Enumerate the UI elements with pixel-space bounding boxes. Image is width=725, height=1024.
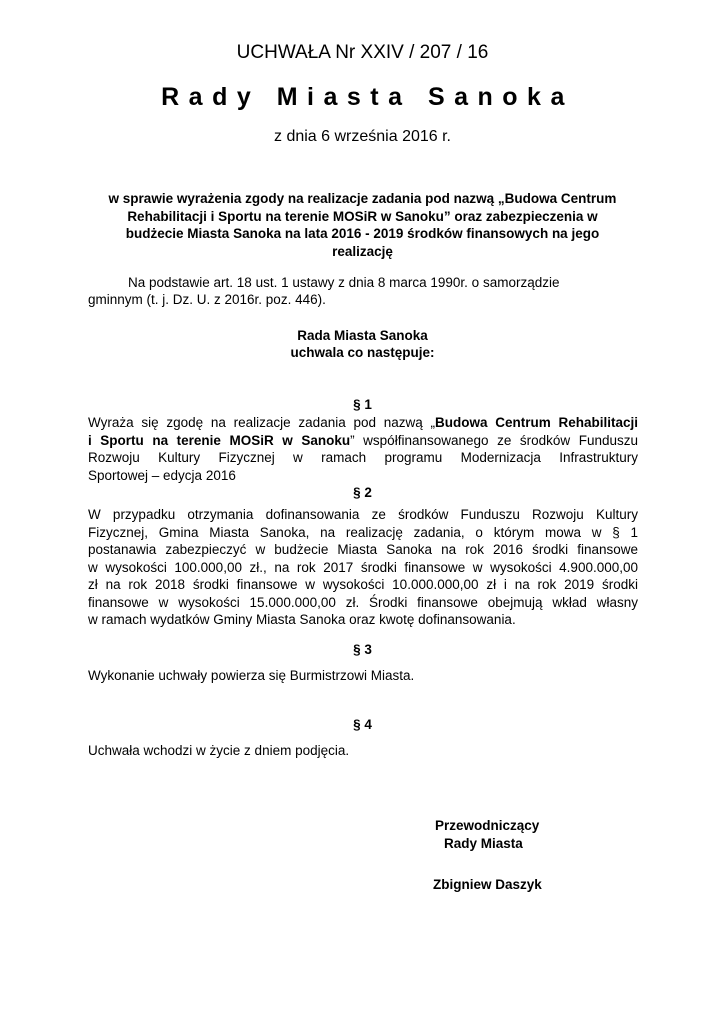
section-2-line: Fizycznej, Gmina Miasta Sanoka, na realizację zadania, o którym mowa w § 1 <box>88 524 638 540</box>
section-4-line: Uchwała wchodzi w życie z dniem podjęcia. <box>88 743 350 758</box>
section-1-text-part: Wyraża się zgodę na realizacje zadania pod nazwą „ <box>88 415 435 430</box>
section-1-text-part: ” współfinansowanego ze środków Funduszu <box>350 432 638 448</box>
resolution-number: UCHWAŁA Nr XXIV / 207 / 16 <box>236 42 489 63</box>
council-title: Rady Miasta Sanoka <box>161 83 574 111</box>
section-4-heading: § 4 <box>353 717 372 732</box>
section-2-line: zł na rok 2018 środki finansowe w wysokości 10.000.000,00 zł i na rok 2019 środki <box>88 577 638 592</box>
section-1-line <box>88 414 638 432</box>
council-resolves <box>0 327 725 361</box>
council-name: Rada Miasta Sanoka <box>297 328 428 343</box>
subject-line: budżecie Miasta Sanoka na lata 2016 - 2019 środków finansowych na jego <box>125 226 600 241</box>
subject-line: realizację <box>332 243 393 259</box>
section-2-heading: § 2 <box>353 485 372 500</box>
task-name-part: i Sportu na terenie MOSiR w Sanoku <box>88 432 351 448</box>
section-2-text <box>88 506 638 629</box>
legal-basis-line: gminnym (t. j. Dz. U. z 2016r. poz. 446). <box>88 292 326 307</box>
resolution-subject <box>80 190 645 260</box>
legal-basis-line: Na podstawie art. 18 ust. 1 ustawy z dnia 8 marca 1990r. o samorządzie <box>128 275 560 290</box>
section-3-line: Wykonanie uchwały powierza się Burmistrzowi Miasta. <box>88 668 415 683</box>
section-2-line: W przypadku otrzymania dofinansowania ze środków Funduszu Rozwoju Kultury <box>88 507 638 522</box>
section-4-text <box>88 742 638 760</box>
section-2-line: w wysokości 100.000,00 zł., na rok 2017 środki finansowe w wysokości 4.900.000,00 <box>88 559 638 575</box>
section-1-heading: § 1 <box>353 397 372 412</box>
section-2-line: w ramach wydatków Gminy Miasta Sanoka oraz kwotę dofinansowania. <box>88 612 516 627</box>
section-1-line: Sportowej – edycja 2016 <box>88 467 236 483</box>
signature-name: Zbigniew Daszyk <box>433 877 542 892</box>
section-2-line: finansowe w wysokości 15.000.000,00 zł. Środki finansowe obejmują wkład własny <box>88 594 638 610</box>
section-3-text <box>88 667 638 685</box>
section-1-line: Rozwoju Kultury Fizycznej w ramach programu Modernizacja Infrastruktury <box>88 450 638 465</box>
task-name-part: Budowa Centrum Rehabilitacji <box>434 415 638 430</box>
section-2-line: postanawia zabezpieczyć w budżecie Miasta Sanoka na rok 2016 środki finansowe <box>88 542 638 557</box>
section-1-text <box>88 414 638 484</box>
resolves-phrase: uchwala co następuje: <box>290 345 435 360</box>
subject-line: w sprawie wyrażenia zgody na realizacje zadania pod nazwą „Budowa Centrum <box>108 191 617 206</box>
section-1-line <box>88 432 638 450</box>
subject-line: Rehabilitacji i Sportu na terenie MOSiR w Sanoku” oraz zabezpieczenia w <box>127 208 598 224</box>
signature-title: Przewodniczący <box>435 818 540 833</box>
legal-basis <box>88 274 559 308</box>
signature-body: Rady Miasta <box>444 836 523 851</box>
section-3-heading: § 3 <box>353 642 372 657</box>
resolution-date: z dnia 6 września 2016 r. <box>274 128 451 145</box>
